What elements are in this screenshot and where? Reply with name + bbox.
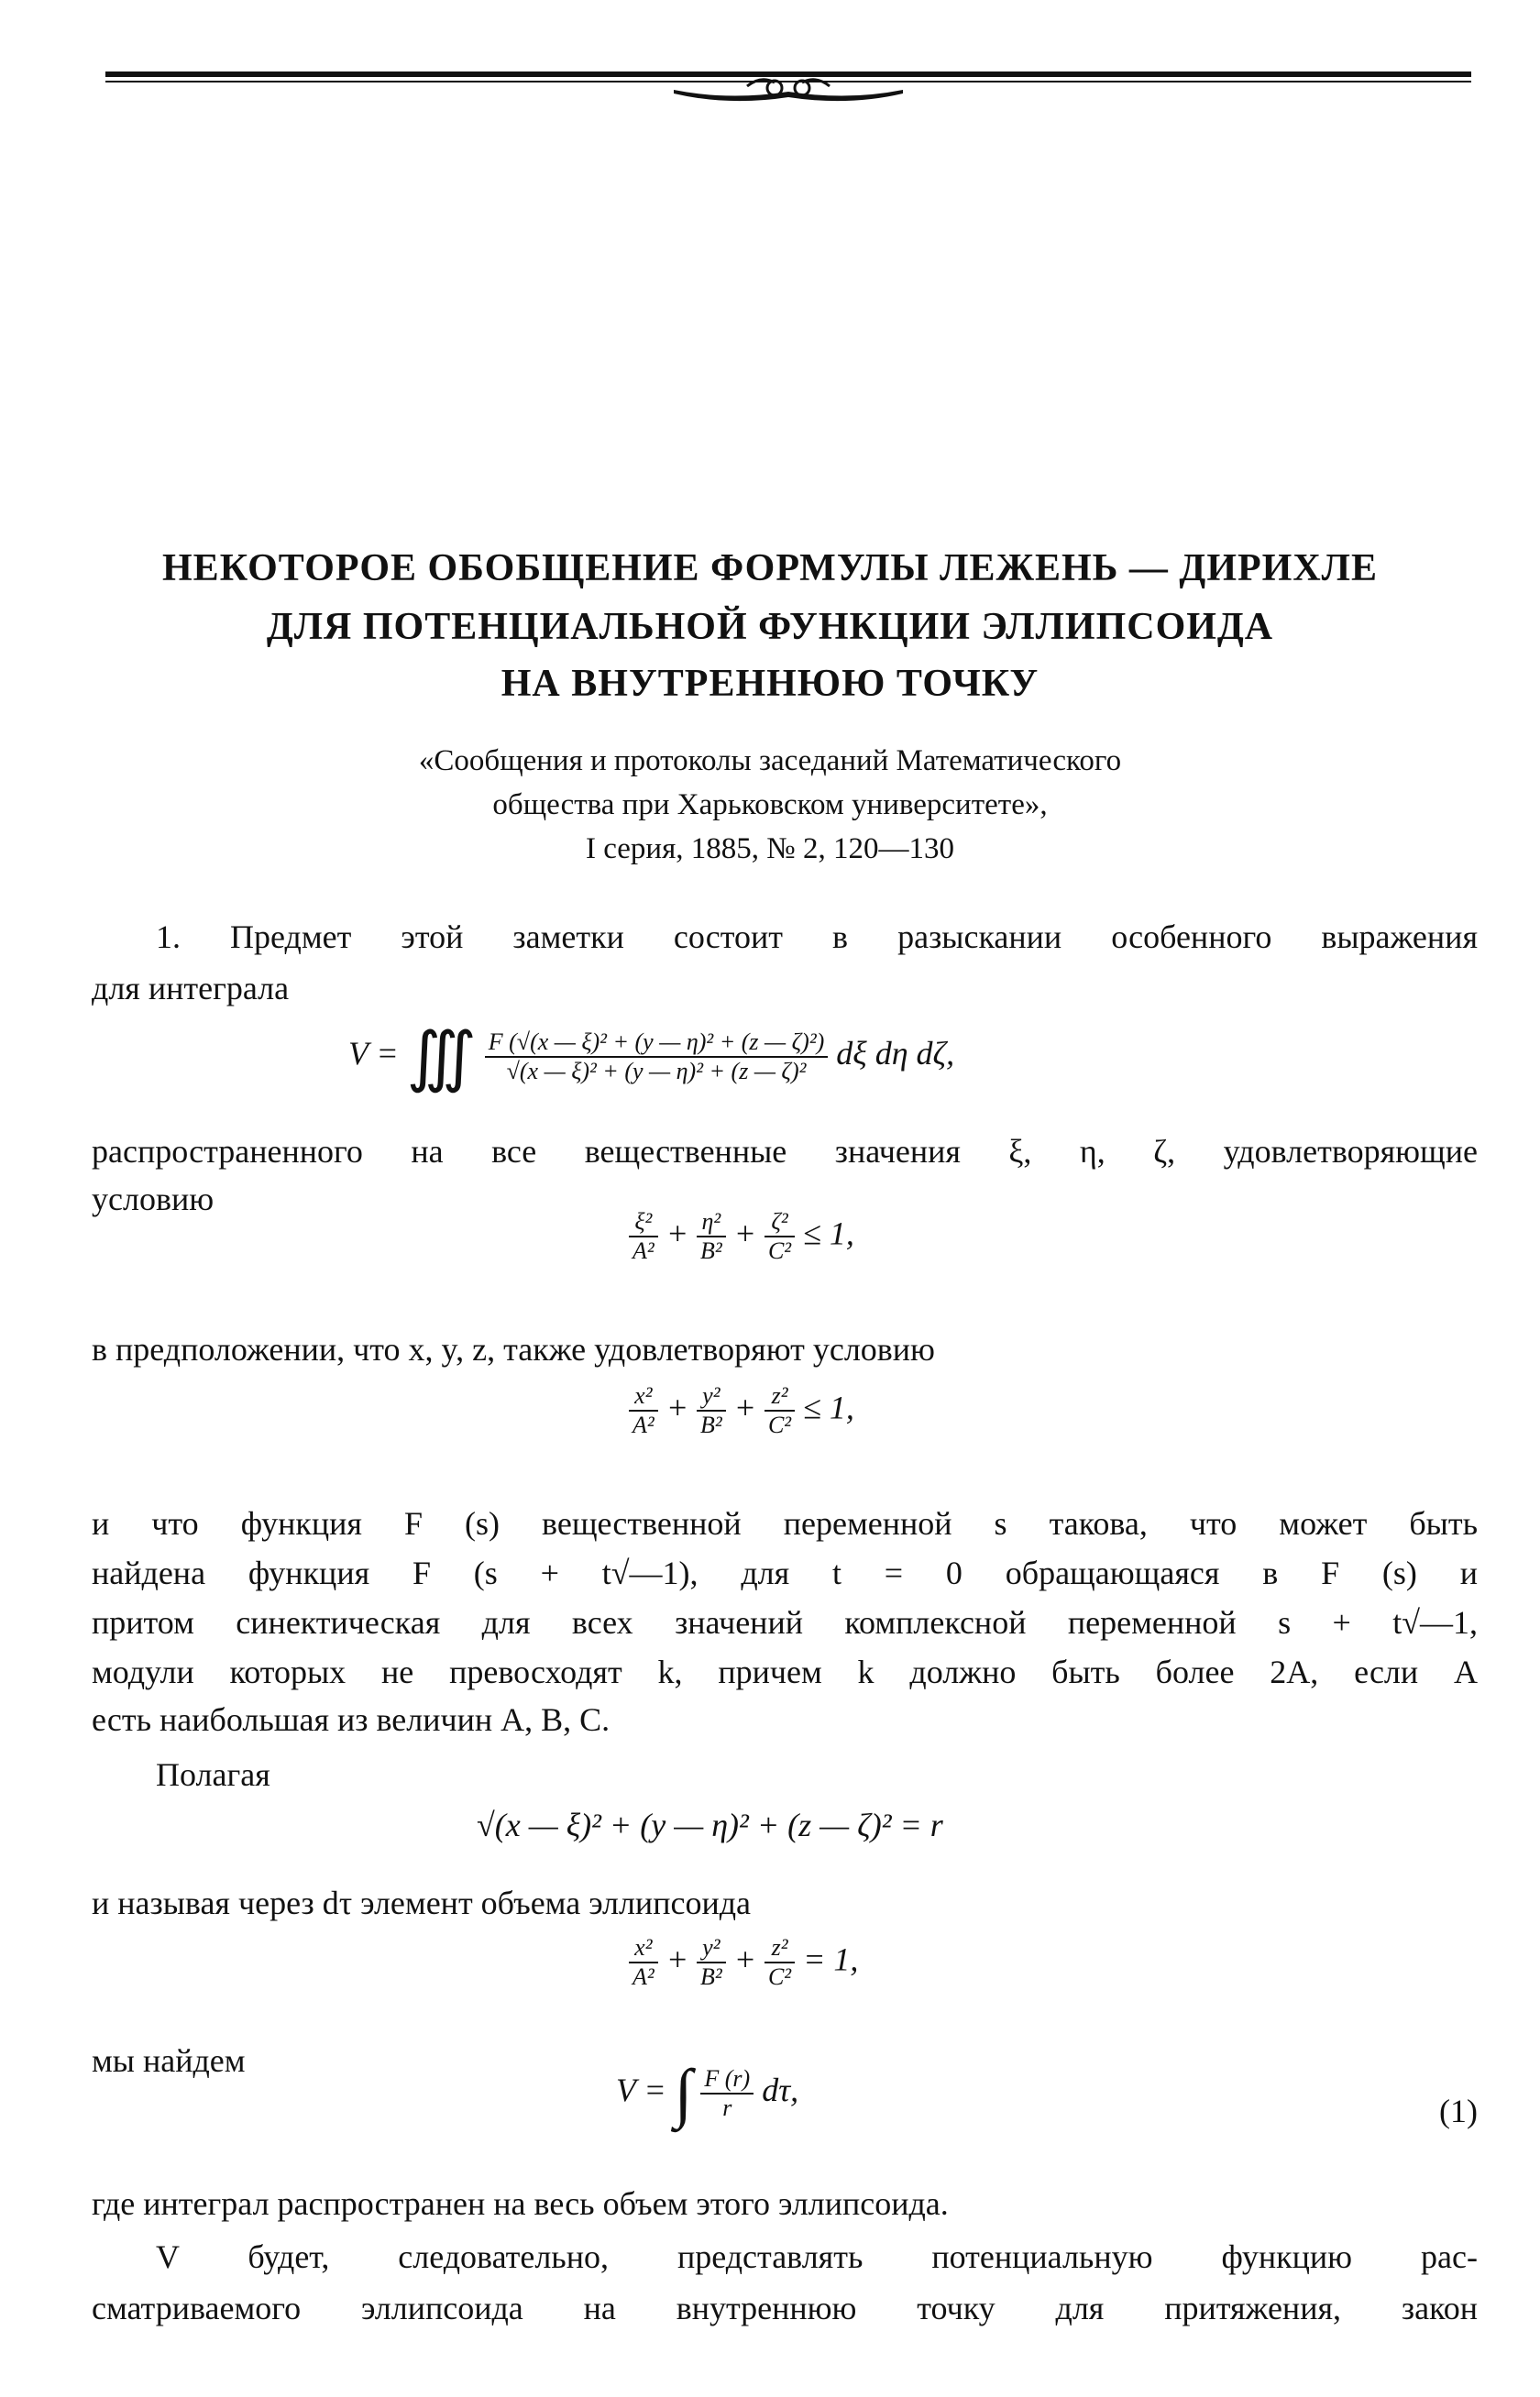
ellipsoid-relation: = 1, [803,1941,859,1978]
paragraph-4-line-1: и что функция F (s) вещественной переменной s такова, что может быть [92,1505,1478,1542]
eq-lhs: V = [348,1034,399,1072]
paragraph-4-line-3: притом синектическая для всех значений комплексной переменной s + t√—1, [92,1604,1478,1641]
title-line-1: НЕКОТОРОЕ ОБОБЩЕНИЕ ФОРМУЛЫ ЛЕЖЕНЬ — ДИРИХЛЕ [162,547,1378,589]
paragraph-1-line-1: 1. Предмет этой заметки состоит в разыскании особенного выражения [156,918,1478,955]
cond1-t2-num: η² [697,1208,726,1237]
ell-t1-num: x² [629,1934,658,1963]
source-line-2: общества при Харьковском университете», [492,788,1048,821]
ell-t3-den: C² [767,1963,792,1990]
cond2-relation: ≤ 1, [803,1389,854,1426]
cond2-t3-num: z² [764,1382,795,1412]
condition-xi-eta-zeta: $\frac{\text{ξ²}}{\text{A²}}$ + $\frac{\text{η²}}{\text{B²}}$ + $\frac{\text{ζ²}}{\text{C²}}$ ≤ 1, [629,1208,854,1265]
eq1-numerator: F (r) [700,2065,754,2095]
cond1-t3-num: ζ² [764,1208,795,1237]
paragraph-2-line-1: распространенного на все вещественные значения ξ, η, ζ, удовлетворяющие [92,1133,1478,1170]
ell-t2-den: B² [699,1963,722,1990]
equation-number-1: (1) [1439,2093,1478,2129]
title-line-2: ДЛЯ ПОТЕНЦИАЛЬНОЙ ФУНКЦИИ ЭЛЛИПСОИДА [266,606,1274,648]
paragraph-3: в предположении, что x, y, z, также удовлетворяют условию [92,1331,935,1368]
paragraph-5: Полагая [156,1756,270,1793]
title-line-3: НА ВНУТРЕННЮЮ ТОЧКУ [500,663,1040,705]
condition-x-y-z: $\frac{\text{x²}}{\text{A²}}$ + $\frac{\text{y²}}{\text{B²}}$ + $\frac{\text{z²}}{\text{C²}}$ ≤ 1, [629,1382,854,1439]
paragraph-4-line-4: модули которых не превосходят k, причем k должно быть более 2A, если A [92,1654,1478,1690]
cond1-t2-den: B² [699,1237,722,1264]
eq1-denominator: r [722,2094,732,2121]
paragraph-6: и называя через dτ элемент объема эллипсоида [92,1885,751,1921]
equation-ellipsoid: $\frac{\text{x²}}{\text{A²}}$ + $\frac{\text{y²}}{\text{B²}}$ + $\frac{\text{z²}}{\text{C²}}$ = 1, [629,1934,858,1991]
ell-t1-den: A² [632,1963,654,1990]
integral-sign: ∫ [674,2056,693,2129]
equation-1 [616,2055,798,2131]
paragraph-2-line-2: условию [92,1181,214,1217]
eq1-lhs: V = [616,2071,666,2108]
equation-r: √(x — ξ)² + (y — η)² + (z — ζ)² = r [477,1807,943,1843]
cond2-t1-den: A² [632,1412,654,1438]
cond1-t1-den: A² [632,1237,654,1264]
header-ornament [105,64,1471,115]
source-line-1: «Сообщения и протоколы заседаний Математического [418,744,1122,777]
paragraph-4-line-5: есть наибольшая из величин A, B, C. [92,1701,610,1738]
source-line-3: I серия, 1885, № 2, 120—130 [585,832,954,865]
cond2-t3-den: C² [767,1412,792,1438]
paragraph-4-line-2: найдена функция F (s + t√—1), для t = 0 обращающаяся в F (s) и [92,1555,1478,1591]
cond2-t2-num: y² [697,1382,726,1412]
eq-denominator: √(x — ξ)² + (y — η)² + (z — ζ)² [506,1057,807,1084]
paragraph-9-line-2: сматриваемого эллипсоида на внутреннюю точку для притяжения, закон [92,2290,1478,2326]
cond1-relation: ≤ 1, [803,1215,854,1252]
paragraph-8: где интеграл распространен на весь объем этого эллипсоида. [92,2185,949,2222]
cond1-t1-num: ξ² [629,1208,658,1237]
eq1-tail: dτ, [762,2071,799,2108]
paragraph-7: мы найдем [92,2042,246,2079]
triple-integral-sign: ∭ [406,1020,477,1094]
cond2-t1-num: x² [629,1382,658,1412]
paragraph-9-line-1: V будет, следовательно, представлять потенциальную функцию рас- [156,2238,1478,2275]
eq-fraction [485,1028,829,1085]
eq-numerator: F (√(x — ξ)² + (y — η)² + (z — ζ)²) [485,1028,829,1058]
eq-tail: dξ dη dζ, [836,1034,955,1072]
equation-v-triple-integral [348,1017,954,1095]
paragraph-1-line-2: для интеграла [92,970,290,1006]
cond1-t3-den: C² [767,1237,792,1264]
ell-t2-num: y² [697,1934,726,1963]
ell-t3-num: z² [764,1934,795,1963]
cond2-t2-den: B² [699,1412,722,1438]
